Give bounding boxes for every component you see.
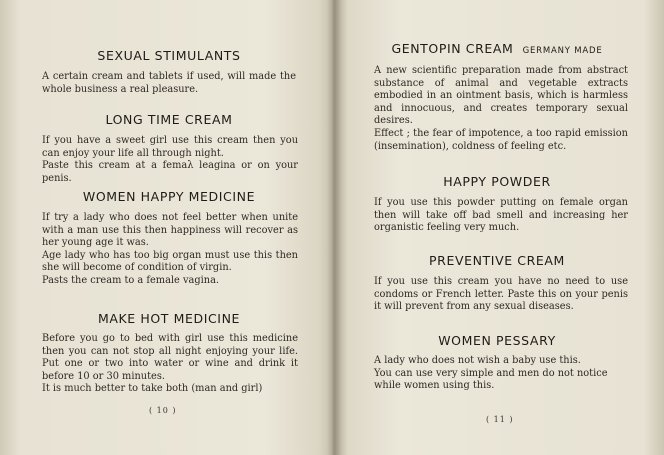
heading-preventive-cream: PREVENTIVE CREAM (429, 253, 565, 268)
text-line: If you have a sweet girl use this cream then you can enjoy your life all through night. (42, 135, 298, 159)
text-line: Paste this cream at a femaλ leagina or on your penis. (42, 160, 298, 184)
heading-sexual-stimulants: SEXUAL STIMULANTS (97, 48, 241, 63)
heading-gentopin-cream (368, 41, 626, 56)
heading-women-pessary: WOMEN PESSARY (438, 333, 556, 348)
heading-main: GENTOPIN CREAM (391, 41, 514, 56)
heading-make-hot-medicine: MAKE HOT MEDICINE (97, 311, 241, 326)
text-line: A new scientific preparation made from abstract substance of animal and vegetable extracts embodied in an ointment basis, which is harmless and innocuous, and creates temporary sexual desires. (374, 65, 628, 127)
paragraph-happy-powder (374, 197, 628, 235)
heading-origin: GERMANY MADE (522, 46, 603, 56)
page-number: ( 10 ) (149, 406, 177, 415)
text-line: If you use this powder putting on female organ then will take off bad smell and increasing her organistic feeling very much. (374, 197, 628, 234)
paragraph-gentopin-cream (374, 65, 628, 153)
text-line: A certain cream and tablets if used, will made the whole business a real pleasure. (42, 71, 296, 95)
heading-happy-powder: HAPPY POWDER (443, 174, 551, 189)
text-line: Effect ; the fear of impotence, a too rapid emission (insemination), coldness of feeling etc. (374, 127, 628, 152)
text-line: A lady who does not wish a baby use this. (374, 355, 581, 366)
text-line: If you use this cream you have no need to use condoms or French letter. Paste this on your penis it will prevent from any sexual diseases. (374, 276, 628, 313)
text-line: If try a lady who does not feel better when unite with a man use this then happiness will recover as her young age it was. (42, 212, 298, 249)
paragraph-sexual-stimulants (42, 71, 296, 96)
paragraph-make-hot-medicine (42, 333, 298, 396)
heading-women-happy-medicine: WOMEN HAPPY MEDICINE (82, 189, 256, 204)
right-page (334, 0, 664, 455)
text-line: Age lady who has too big organ must use this then she will become of condition of virgin. (42, 249, 298, 274)
page-number: ( 11 ) (486, 415, 514, 424)
heading-long-time-cream: LONG TIME CREAM (105, 112, 233, 127)
text-line: Before you go to bed with girl use this medicine then you can not stop all night enjoying your life. Put one or two into water or wine and drink it before 10 or 30 minutes. (42, 333, 298, 382)
paragraph-long-time-cream (42, 135, 298, 185)
paragraph-women-happy-medicine (42, 212, 298, 288)
text-line: You can use very simple and men do not notice while women using this. (374, 367, 608, 392)
text-line: Pasts the cream to a female vagina. (42, 274, 220, 286)
text-line: It is much better to take both (man and girl) (42, 383, 263, 395)
paragraph-women-pessary (374, 355, 630, 393)
paragraph-preventive-cream (374, 276, 628, 314)
